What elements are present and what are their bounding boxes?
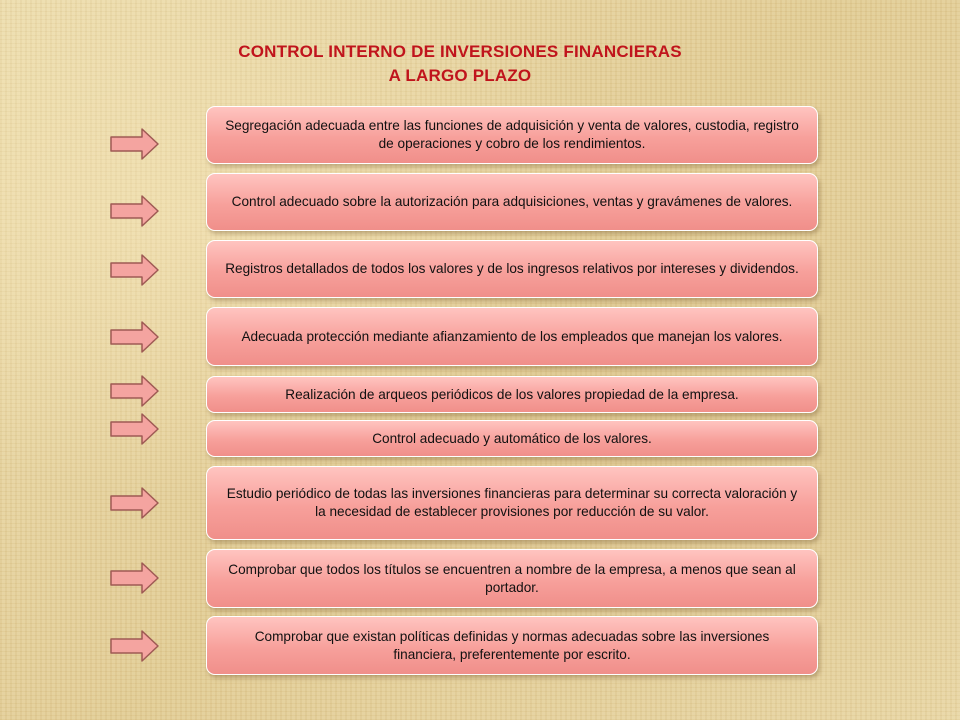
control-item-4	[206, 307, 818, 366]
arrow-right-icon	[110, 321, 160, 353]
control-item-text: Control adecuado y automático de los valores.	[372, 430, 652, 446]
control-item-7	[206, 466, 818, 540]
control-item-text: Segregación adecuada entre las funciones de adquisición y venta de valores, custodia, registro de operaciones y cobro de los rendimientos.	[225, 118, 799, 151]
control-item-8	[206, 549, 818, 608]
arrow-right-icon	[110, 195, 160, 227]
control-item-2	[206, 173, 818, 231]
control-item-text: Realización de arqueos periódicos de los valores propiedad de la empresa.	[285, 386, 739, 402]
page-title	[150, 40, 770, 88]
control-item-9	[206, 616, 818, 675]
arrow-right-icon	[110, 375, 160, 407]
control-item-text: Estudio periódico de todas las inversiones financieras para determinar su correcta valoración y la necesidad de establecer provisiones por reducción de su valor.	[226, 486, 798, 519]
arrow-right-icon	[110, 562, 160, 594]
control-item-text: Control adecuado sobre la autorización para adquisiciones, ventas y gravámenes de valores.	[231, 194, 793, 209]
arrow-right-icon	[110, 413, 160, 445]
arrow-right-icon	[110, 128, 160, 160]
control-item-text: Adecuada protección mediante afianzamiento de los empleados que manejan los valores.	[241, 328, 783, 344]
control-item-5	[206, 376, 818, 413]
title-line-1: CONTROL INTERNO DE INVERSIONES FINANCIERAS	[238, 42, 682, 61]
arrow-right-icon	[110, 487, 160, 519]
title-line-2: A LARGO PLAZO	[388, 66, 532, 85]
control-item-1	[206, 106, 818, 164]
control-item-3	[206, 240, 818, 298]
arrow-right-icon	[110, 630, 160, 662]
control-item-text: Comprobar que todos los títulos se encuentren a nombre de la empresa, a menos que sean al portador.	[228, 561, 796, 595]
control-item-text: Registros detallados de todos los valores y de los ingresos relativos por intereses y dividendos.	[225, 261, 799, 276]
control-item-text: Comprobar que existan políticas definidas y normas adecuadas sobre las inversiones financiera, preferentemente por escrito.	[254, 628, 770, 662]
control-item-6	[206, 420, 818, 457]
arrow-right-icon	[110, 254, 160, 286]
